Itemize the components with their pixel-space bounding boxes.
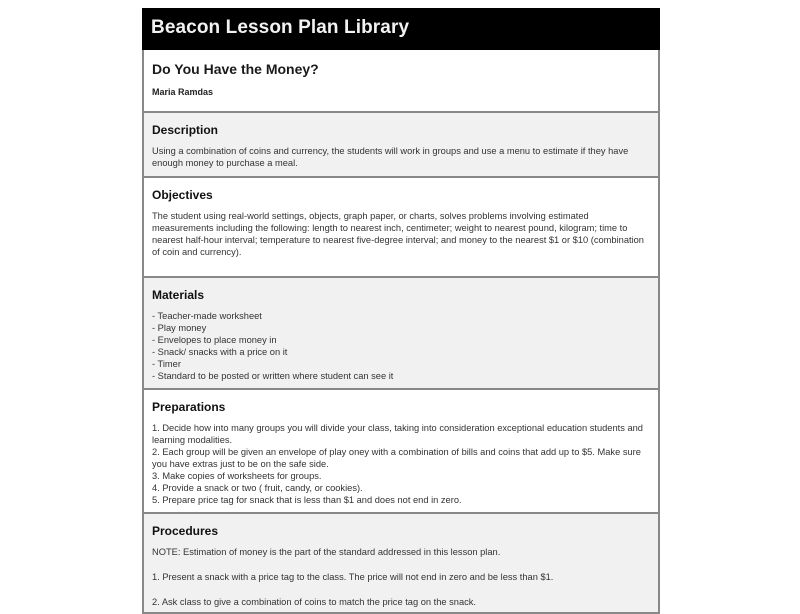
materials-item: - Envelopes to place money in xyxy=(152,335,277,345)
materials-item: - Standard to be posted or written where student can see it xyxy=(152,371,394,381)
objectives-heading: Objectives xyxy=(152,188,213,202)
procedures-content xyxy=(152,546,648,608)
lesson-author: Maria Ramdas xyxy=(152,87,214,97)
preparations-section xyxy=(142,390,660,514)
preparations-item: 3. Make copies of worksheets for groups. xyxy=(152,471,322,481)
preparations-list xyxy=(152,422,648,506)
site-banner xyxy=(142,8,660,50)
procedures-note: NOTE: Estimation of money is the part of the standard addressed in this lesson plan. xyxy=(152,547,501,557)
preparations-item: 5. Prepare price tag for snack that is less than $1 and does not end in zero. xyxy=(152,495,462,505)
preparations-heading: Preparations xyxy=(152,400,226,414)
description-text: Using a combination of coins and currency, the students will work in groups and use a menu to estimate if they have enough money to purchase a meal. xyxy=(152,146,629,168)
lesson-title-block xyxy=(142,50,660,113)
materials-item: - Timer xyxy=(152,359,181,369)
site-title: Beacon Lesson Plan Library xyxy=(151,17,410,38)
description-section xyxy=(142,113,660,178)
materials-heading: Materials xyxy=(152,288,205,302)
procedures-section xyxy=(142,514,660,614)
objectives-text: The student using real-world settings, objects, graph paper, or charts, solves problems involving estimated measurements including the following: length to nearest inch, centimeter; weight to nearest pound, kilogram; time to nearest half-hour interval; temperature to nearest five-degree interval; and money to the nearest $1 or $10 (combination of coin and currency). xyxy=(152,211,644,257)
procedures-heading: Procedures xyxy=(152,524,219,538)
materials-section xyxy=(142,278,660,390)
lesson-plan-page xyxy=(142,8,660,614)
materials-item: - Play money xyxy=(152,323,207,333)
description-heading: Description xyxy=(152,123,219,137)
lesson-title: Do You Have the Money? xyxy=(152,61,319,77)
materials-item: - Snack/ snacks with a price on it xyxy=(152,347,288,357)
materials-item: - Teacher-made worksheet xyxy=(152,311,262,321)
materials-list xyxy=(152,310,648,382)
procedures-step: 2. Ask class to give a combination of coins to match the price tag on the snack. xyxy=(152,597,477,607)
preparations-item: 1. Decide how into many groups you will divide your class, taking into consideration exceptional education students and learning modalities. xyxy=(152,423,643,445)
procedures-step: 1. Present a snack with a price tag to the class. The price will not end in zero and be less than $1. xyxy=(152,572,554,582)
objectives-section xyxy=(142,178,660,278)
preparations-item: 4. Provide a snack or two ( fruit, candy, or cookies). xyxy=(152,483,363,493)
preparations-item: 2. Each group will be given an envelope of play oney with a combination of bills and coins that add up to $5. Make sure you have extras just to be on the safe side. xyxy=(152,447,641,469)
